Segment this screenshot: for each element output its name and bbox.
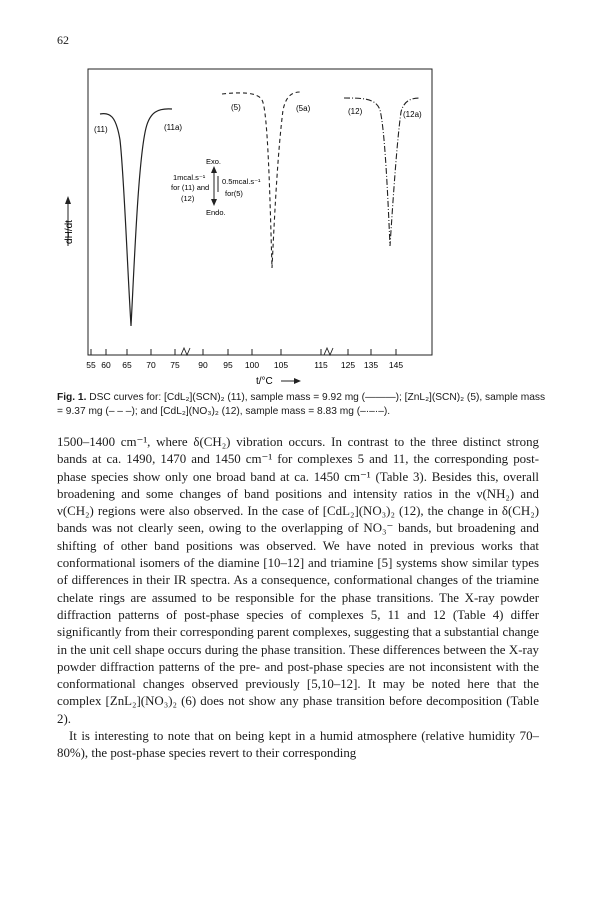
exo-label: Exo. — [206, 157, 222, 166]
x-tick-label: 60 — [101, 360, 111, 370]
body-text — [57, 434, 539, 763]
x-tick-label: 65 — [122, 360, 132, 370]
axis-break-2 — [324, 348, 333, 355]
x-tick-label: 55 — [86, 360, 96, 370]
dsc-chart — [0, 0, 596, 400]
x-axis-label: t/°C — [256, 376, 273, 387]
exo-arrowhead — [211, 166, 217, 173]
x-tick-label: 75 — [170, 360, 180, 370]
caption-text: DSC curves for: [CdL₂](SCN)₂ (11), sample mass = 9.92 mg (———); [ZnL₂](SCN)₂ (5), sample mass = 9.37 mg (– – –); and [CdL₂](NO₃)₂ (12), sample mass = 8.83 mg (–·–·–). — [57, 392, 546, 417]
endo-label: Endo. — [206, 208, 226, 217]
x-axis-arrowhead — [294, 378, 301, 384]
page-number: 62 — [57, 33, 69, 47]
paragraph-2: It is interesting to note that on being kept in a humid atmosphere (relative humidity 70–80%), the post-phase species revert to their corresponding — [57, 729, 539, 761]
scale-left-3: (12) — [181, 194, 195, 203]
caption-fig-label: Fig. 1. — [57, 392, 87, 403]
endo-arrowhead — [211, 199, 217, 206]
y-axis-label: dH/dt — [64, 220, 75, 244]
label-11a: (11a) — [164, 123, 183, 132]
x-tick-label: 135 — [363, 360, 379, 370]
x-tick-label: 145 — [388, 360, 404, 370]
x-tick-label: 115 — [314, 360, 328, 370]
curve-11 — [100, 109, 172, 326]
x-tick-label: 105 — [273, 360, 289, 370]
x-tick-label: 125 — [340, 360, 356, 370]
paragraph-1: 1500–1400 cm⁻¹, where δ(CH₂) vibration occurs. In contrast to the three distinct strong bands at ca. 1490, 1470 and 1450 cm⁻¹ for complexes 5 and 11, the corresponding post-phase species show only one broad band at ca. 1450 cm⁻¹ (Table 3). Besides this, overall broadening and some changes of band positions and intensity ratios in the ν(NH₂) and ν(CH₂) regions were also observed. In the case of [CdL₂](NO₃)₂ (12), the change in δ(CH₂) bands was not clearly seen, owing to the overlapping of NO₃⁻ bands, but broadening and shifting of other band positions was observed. We have noted in previous works that conformational isomers of the diamine [10–12] and triamine [5] systems show similar types of differences in their IR spectra. As a consequence, conformational changes of the triamine chelate rings are assumed to be responsible for the phase transitions. The X-ray powder diffraction patterns of post-phase species of complexes 5, 11 and 12 (Table 4) differ significantly from their corresponding parent complexes, suggesting that a substantial change in the unit cell shape occurs during the phase transition. These differences between the X-ray powder diffraction patterns of the pre- and post-phase species are not inconsistent with the conformational changes observed previously [5,10–12]. It may be noted here that the complex [ZnL₂](NO₃)₂ (6) does not show any phase transition before decomposition (Table 2). — [57, 435, 539, 726]
x-tick-label: 90 — [198, 360, 208, 370]
plot-frame — [88, 69, 432, 355]
dsc-figure — [0, 0, 596, 400]
scale-right-1: 0.5mcal.s⁻¹ — [222, 177, 261, 186]
figure-caption — [57, 391, 547, 419]
label-12: (12) — [348, 107, 363, 116]
label-12a: (12a) — [403, 110, 422, 119]
y-axis-arrowhead — [65, 196, 71, 204]
scale-left-1: 1mcal.s⁻¹ — [173, 173, 206, 182]
x-tick-label: 95 — [223, 360, 233, 370]
x-tick-label: 100 — [244, 360, 260, 370]
x-tick-label: 70 — [146, 360, 156, 370]
scale-right-2: for(5) — [225, 189, 243, 198]
axis-break-1 — [181, 348, 190, 355]
label-5a: (5a) — [296, 104, 311, 113]
x-axis-ticks — [86, 349, 403, 370]
label-11: (11) — [94, 125, 108, 134]
curve-12 — [344, 98, 420, 246]
label-5: (5) — [231, 103, 241, 112]
scale-left-2: for (11) and — [171, 183, 210, 192]
